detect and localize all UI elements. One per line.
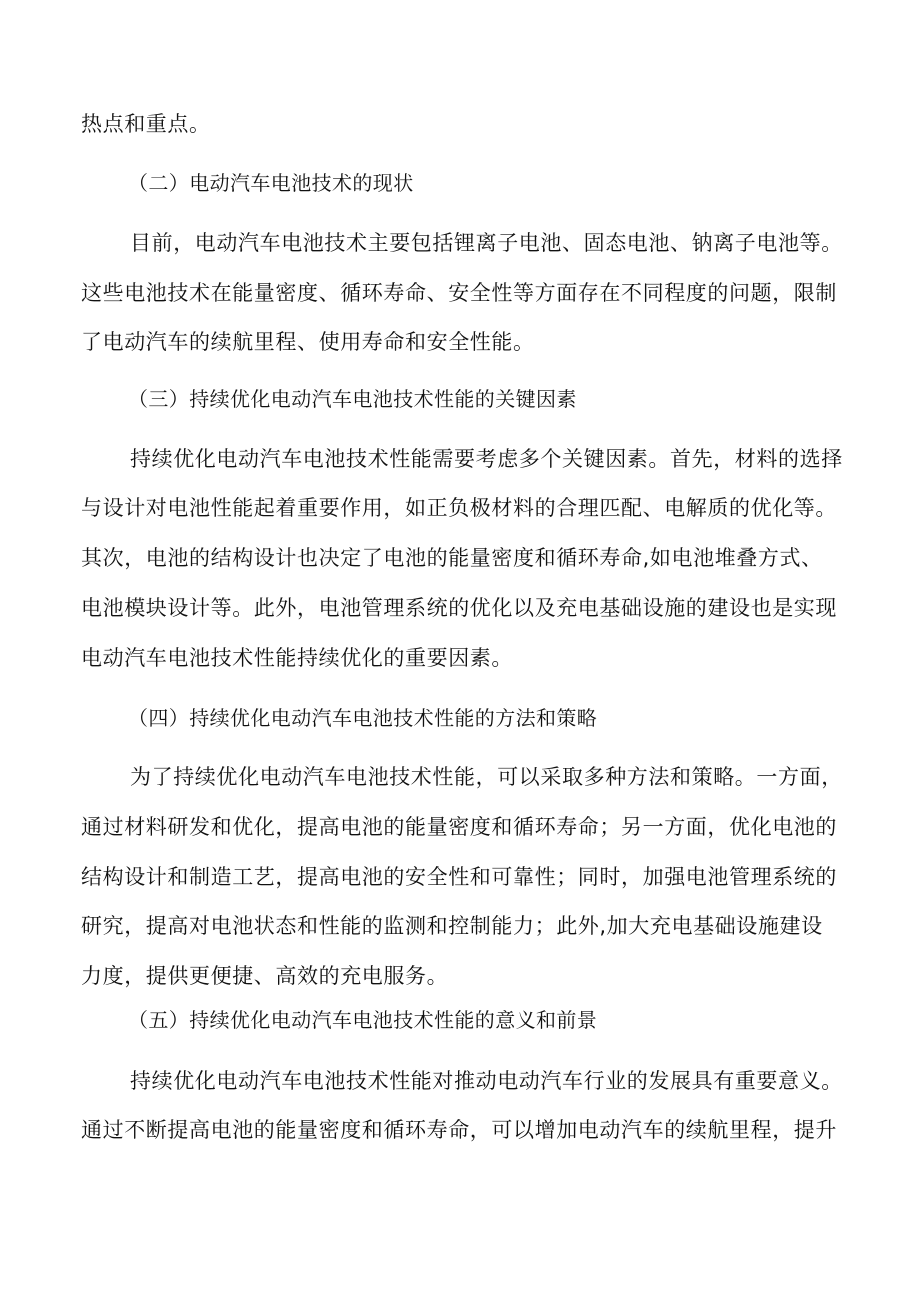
paragraph-line: 力度，提供更便捷、高效的充电服务。 bbox=[81, 964, 449, 988]
paragraph-line: 研究，提高对电池状态和性能的监测和控制能力；此外,加大充电基础设施建设 bbox=[81, 914, 823, 938]
paragraph-line: 结构设计和制造工艺，提高电池的安全性和可靠性；同时，加强电池管理系统的 bbox=[81, 865, 837, 889]
paragraph-line: 目前，电动汽车电池技术主要包括锂离子电池、固态电池、钠离子电池等。 bbox=[130, 231, 843, 255]
paragraph-line: 持续优化电动汽车电池技术性能需要考虑多个关键因素。首先，材料的选择 bbox=[130, 447, 843, 471]
paragraph-line: 持续优化电动汽车电池技术性能对推动电动汽车行业的发展具有重要意义。 bbox=[130, 1069, 843, 1093]
paragraph-line: 为了持续优化电动汽车电池技术性能，可以采取多种方法和策略。一方面， bbox=[130, 765, 843, 789]
paragraph-line: 电动汽车电池技术性能持续优化的重要因素。 bbox=[81, 646, 513, 670]
paragraph-line: 通过不断提高电池的能量密度和循环寿命，可以增加电动汽车的续航里程，提升 bbox=[81, 1118, 837, 1142]
section-heading-3: （三）持续优化电动汽车电池技术性能的关键因素 bbox=[128, 387, 577, 411]
section-heading-5: （五）持续优化电动汽车电池技术性能的意义和前景 bbox=[128, 1008, 598, 1032]
continuation-line: 热点和重点。 bbox=[81, 112, 211, 136]
paragraph-line: 了电动汽车的续航里程、使用寿命和安全性能。 bbox=[81, 330, 535, 354]
paragraph-line: 这些电池技术在能量密度、循环寿命、安全性等方面存在不同程度的问题，限制 bbox=[81, 281, 837, 305]
section-heading-2: （二）电动汽车电池技术的现状 bbox=[128, 171, 414, 195]
paragraph-line: 其次，电池的结构设计也决定了电池的能量密度和循环寿命,如电池堆叠方式、 bbox=[81, 546, 823, 570]
paragraph-line: 与设计对电池性能起着重要作用，如正负极材料的合理匹配、电解质的优化等。 bbox=[81, 496, 837, 520]
paragraph-line: 通过材料研发和优化，提高电池的能量密度和循环寿命；另一方面，优化电池的 bbox=[81, 815, 837, 839]
paragraph-line: 电池模块设计等。此外，电池管理系统的优化以及充电基础设施的建设也是实现 bbox=[81, 596, 837, 620]
section-heading-4: （四）持续优化电动汽车电池技术性能的方法和策略 bbox=[128, 706, 598, 730]
